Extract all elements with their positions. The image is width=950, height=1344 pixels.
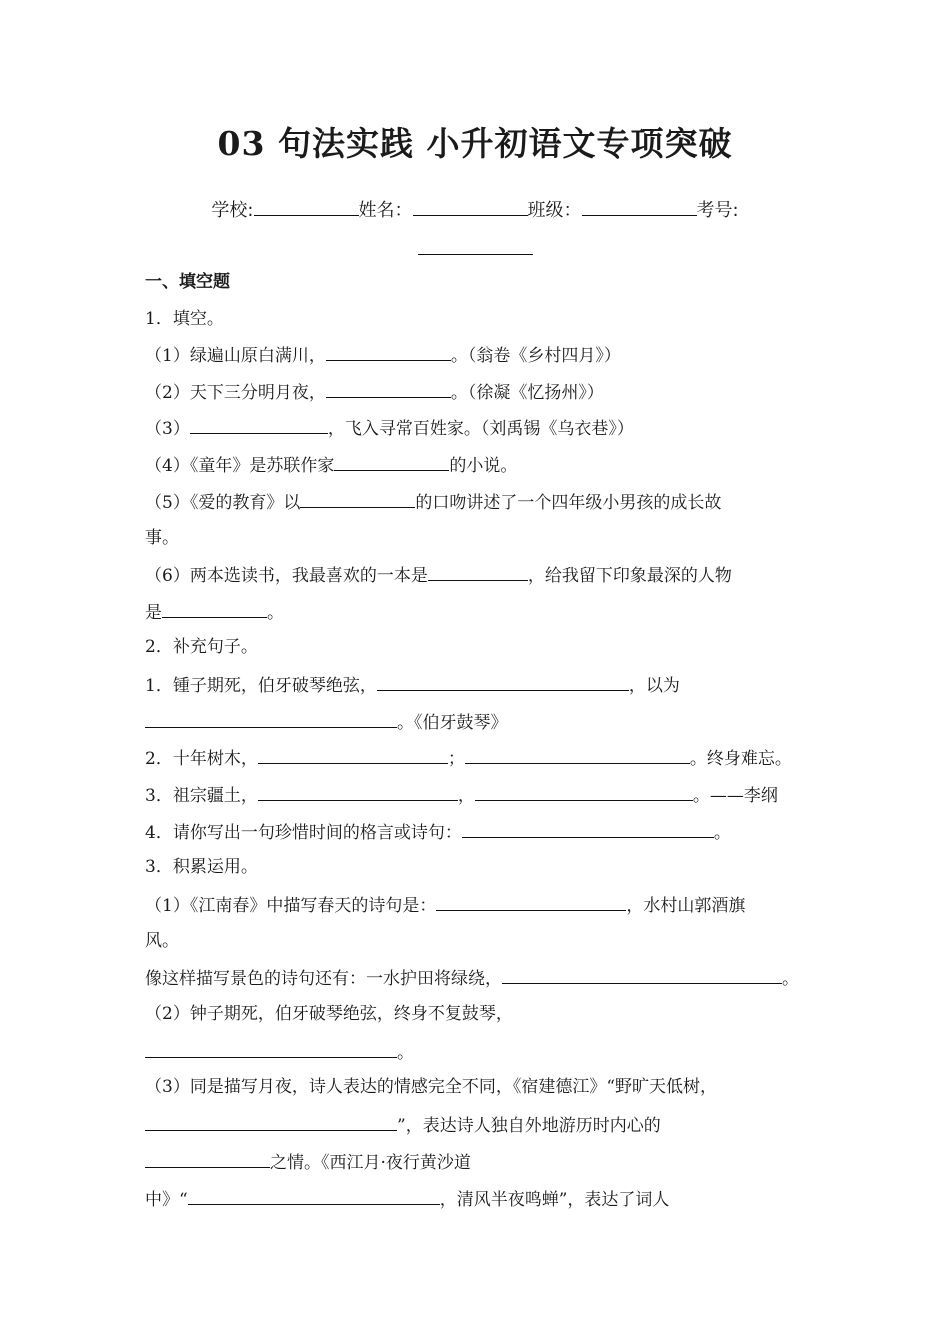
school-label: 学校: xyxy=(211,200,254,221)
q1-item-4: （4）《童年》是苏联作家 的小说。 xyxy=(145,452,517,478)
answer-blank[interactable] xyxy=(436,892,626,911)
answer-blank[interactable] xyxy=(377,672,629,691)
answer-blank[interactable] xyxy=(145,1149,270,1168)
exam-number-label: 考号: xyxy=(696,200,739,221)
answer-blank[interactable] xyxy=(188,1186,440,1205)
q3-item-1: （1）《江南春》中描写春天的诗句是： ，水村山郭酒旗 xyxy=(145,892,745,918)
q2-item-1-cont: 。《伯牙鼓琴》 xyxy=(145,709,508,735)
q1-item-1: （1）绿遍山原白满川， 。（翁卷《乡村四月》） xyxy=(145,342,621,368)
name-label: 姓名： xyxy=(358,200,413,221)
answer-blank[interactable] xyxy=(462,819,714,838)
page-title: 03 句法实践 小升初语文专项突破 xyxy=(217,124,733,163)
answer-blank[interactable] xyxy=(475,782,693,801)
answer-blank[interactable] xyxy=(258,782,458,801)
answer-blank[interactable] xyxy=(145,1112,397,1131)
q2-item-2: 2．十年树木， ； 。终身难忘。 xyxy=(145,745,792,771)
q3-item-1-extra: 像这样描写景色的诗句还有：一水护田将绿绕， 。 xyxy=(145,965,799,991)
question-3-stem: 3．积累运用。 xyxy=(145,857,258,877)
answer-blank[interactable] xyxy=(465,745,690,764)
q2-item-4: 4．请你写出一句珍惜时间的格言或诗句： 。 xyxy=(145,819,731,845)
question-1-stem: 1．填空。 xyxy=(145,309,224,329)
q3-item-3: （3）同是描写月夜，诗人表达的情感完全不同，《宿建德江》“野旷天低树， xyxy=(145,1077,718,1097)
exam-number-blank[interactable] xyxy=(418,236,533,255)
question-2-stem: 2．补充句子。 xyxy=(145,637,258,657)
answer-blank[interactable] xyxy=(428,562,528,581)
q1-item-2: （2）天下三分明月夜， 。（徐凝《忆扬州》） xyxy=(145,379,604,405)
answer-blank[interactable] xyxy=(300,489,415,508)
answer-blank[interactable] xyxy=(145,1039,397,1058)
q1-item-3: （3） ，飞入寻常百姓家。（刘禹锡《乌衣巷》） xyxy=(145,415,634,441)
q3-item-2-cont: 。 xyxy=(145,1039,414,1065)
answer-blank[interactable] xyxy=(502,965,782,984)
section-heading: 一、填空题 xyxy=(145,272,230,292)
answer-blank[interactable] xyxy=(326,342,451,361)
school-blank[interactable] xyxy=(254,197,359,216)
q3-item-3-cont3: 中》“ ，清风半夜鸣蝉”，表达了词人 xyxy=(145,1186,669,1212)
answer-blank[interactable] xyxy=(334,452,449,471)
class-blank[interactable] xyxy=(582,197,697,216)
q1-item-5: （5）《爱的教育》以 的口吻讲述了一个四年级小男孩的成长故 xyxy=(145,489,721,515)
answer-blank[interactable] xyxy=(258,745,448,764)
exam-number-row xyxy=(0,236,950,260)
name-blank[interactable] xyxy=(413,197,528,216)
q1-item-6-cont: 是 。 xyxy=(145,599,284,625)
answer-blank[interactable] xyxy=(145,709,397,728)
q3-item-3-cont: ”，表达诗人独自外地游历时内心的 xyxy=(145,1112,661,1138)
q2-item-3: 3．祖宗疆土， ， 。——李纲 xyxy=(145,782,778,808)
answer-blank[interactable] xyxy=(190,415,328,434)
q3-item-2: （2）钟子期死，伯牙破琴绝弦，终身不复鼓琴， xyxy=(145,1004,513,1024)
q3-item-3-cont2: 之情。《西江月·夜行黄沙道 xyxy=(145,1149,471,1175)
q2-item-1: 1．锺子期死，伯牙破琴绝弦， ，以为 xyxy=(145,672,680,698)
q1-item-6: （6）两本选读书，我最喜欢的一本是 ，给我留下印象最深的人物 xyxy=(145,562,732,588)
answer-blank[interactable] xyxy=(162,599,267,618)
q3-item-1-cont: 风。 xyxy=(145,931,179,951)
student-info-row xyxy=(0,196,950,222)
answer-blank[interactable] xyxy=(326,379,451,398)
class-label: 班级： xyxy=(527,200,582,221)
q1-item-5-cont: 事。 xyxy=(145,528,179,548)
